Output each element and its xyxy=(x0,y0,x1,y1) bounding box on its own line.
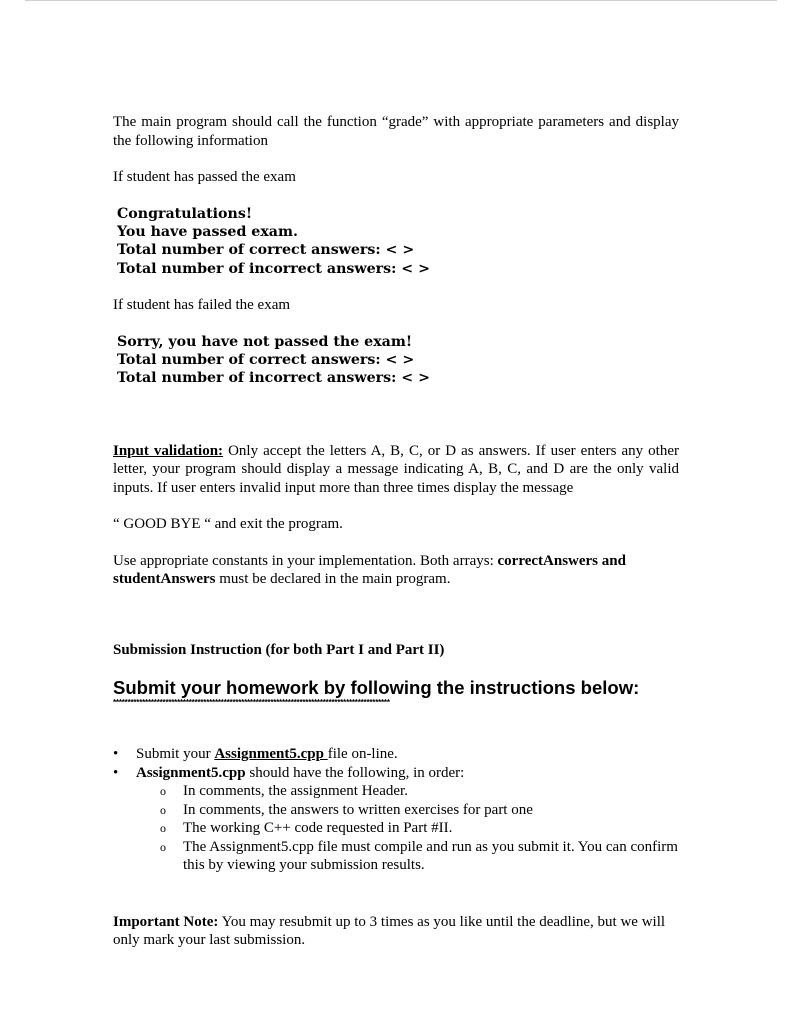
circle-bullet-icon: o xyxy=(160,802,166,817)
assignment-file-link: Assignment5.cpp xyxy=(214,746,328,763)
pass-output-block xyxy=(117,205,679,279)
pass-line: Congratulations! xyxy=(117,205,253,222)
goodbye-line: “ GOOD BYE “ and exit the program. xyxy=(113,516,343,533)
page-top-border xyxy=(25,0,777,1)
important-note xyxy=(113,913,679,950)
sub-item-text: The Assignment5.cpp file must compile and run as you submit it. You can confirm this by viewing your submission results. xyxy=(183,838,678,874)
bullet-text: Submit your xyxy=(136,746,215,763)
input-validation-label: Input validation: xyxy=(113,442,224,459)
fail-line: Total number of incorrect answers: < > xyxy=(117,370,430,387)
requirements-list xyxy=(136,782,679,875)
sub-list-item xyxy=(136,838,679,875)
circle-bullet-icon: o xyxy=(160,839,166,854)
submission-title: Submission Instruction (for both Part I and Part II) xyxy=(113,641,445,658)
document-body xyxy=(113,113,679,950)
input-validation-paragraph xyxy=(113,442,679,498)
fail-line: Total number of correct answers: < > xyxy=(117,352,415,369)
sub-list-item xyxy=(136,782,679,801)
important-note-label: Important Note: xyxy=(113,913,219,930)
arrays-names: correctAnswers and studentAnswers xyxy=(113,552,626,588)
pass-line: You have passed exam. xyxy=(117,223,298,240)
assignment-file-name: Assignment5.cpp xyxy=(136,764,246,781)
constants-text-1: Use appropriate constants in your implementation. Both arrays: xyxy=(113,552,498,569)
pass-line: Total number of correct answers: < > xyxy=(117,242,415,259)
circle-bullet-icon: o xyxy=(160,784,166,799)
fail-line: Sorry, you have not passed the exam! xyxy=(117,333,413,350)
fail-heading: If student has failed the exam xyxy=(113,297,291,314)
sub-item-text: In comments, the assignment Header. xyxy=(183,783,408,800)
bullet-icon: • xyxy=(113,764,119,781)
list-item xyxy=(113,745,679,764)
fail-output-block xyxy=(117,333,679,388)
constants-text-2: must be declared in the main program. xyxy=(215,571,451,588)
circle-bullet-icon: o xyxy=(160,821,166,836)
submission-list xyxy=(113,745,679,875)
bullet-icon: • xyxy=(113,746,119,763)
asterisk-divider: *********************************************************************************************** xyxy=(113,699,390,708)
bullet-text: should have the following, in order: xyxy=(245,764,465,781)
pass-line: Total number of incorrect answers: < > xyxy=(117,260,430,277)
intro-paragraph: The main program should call the function “grade” with appropriate parameters and display the following information xyxy=(113,114,679,149)
submit-heading: Submit your homework by following the instructions below: xyxy=(113,677,640,699)
bullet-text: file on-line. xyxy=(327,746,398,763)
important-note-text: You may resubmit up to 3 times as you like until the deadline, but we will only mark your last submission. xyxy=(113,913,666,949)
sub-item-text: The working C++ code requested in Part #II. xyxy=(183,820,453,837)
constants-paragraph xyxy=(113,552,679,589)
input-validation-text: Only accept the letters A, B, C, or D as answers. If user enters any other letter, your program should display a message indicating A, B, C, and D are the only valid inputs. If user enters invalid input more than three times display the message xyxy=(113,442,680,496)
sub-item-text: In comments, the answers to written exercises for part one xyxy=(183,801,533,818)
sub-list-item xyxy=(136,819,679,838)
list-item xyxy=(113,764,679,875)
sub-list-item xyxy=(136,801,679,820)
pass-heading: If student has passed the exam xyxy=(113,169,296,185)
